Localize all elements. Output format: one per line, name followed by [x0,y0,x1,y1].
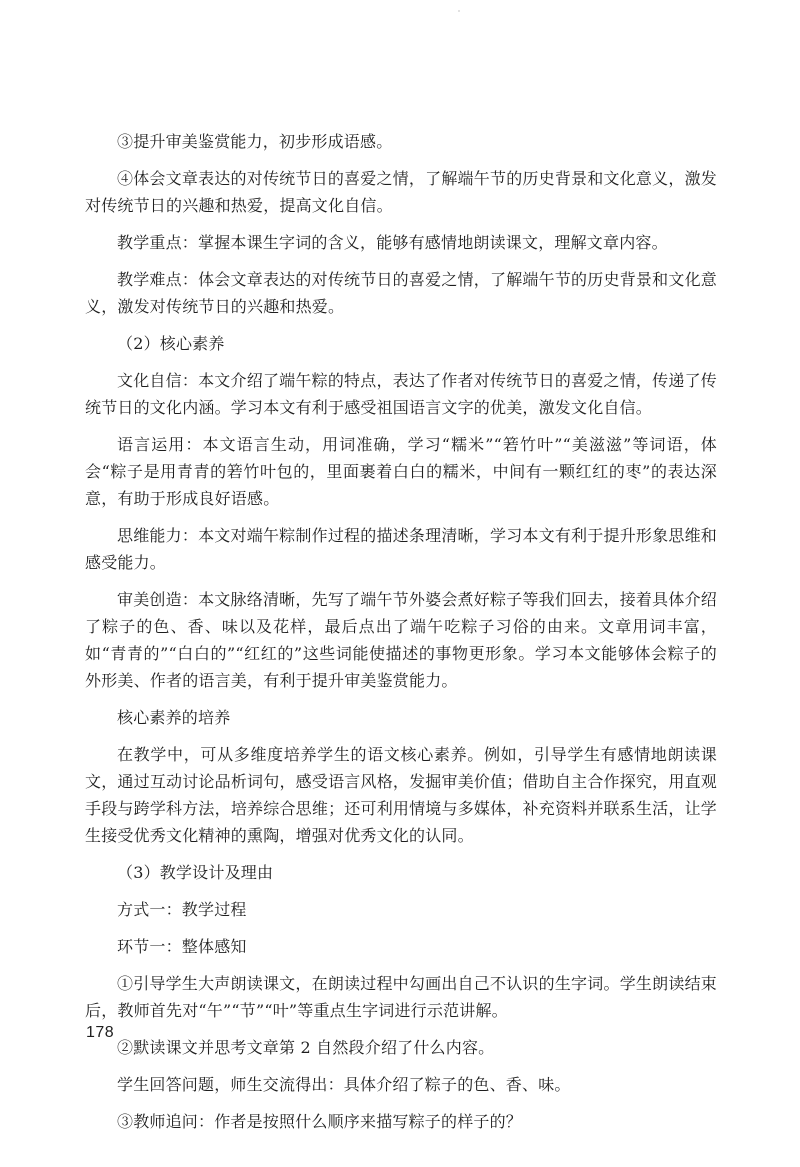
section-heading-teaching-design: （3）教学设计及理由 [117,863,274,882]
paragraph-step-silent-read: ②默读课文并思考文章第 2 自然段介绍了什么内容。 [117,1038,495,1057]
page-body [85,128,717,1135]
paragraph-student-answer: 学生回答问题，师生交流得出：具体介绍了粽子的色、香、味。 [117,1075,571,1094]
paragraph-teaching-focus: 教学重点：掌握本课生字词的含义，能够有感情地朗读课文，理解文章内容。 [117,233,668,252]
paragraph-step-read-aloud: ①引导学生大声朗读课文，在朗读过程中勾画出自己不认识的生字词。学生朗读结束后，教师首先对“午”“节”“叶”等重点生字词进行示范讲解。 [85,974,717,1020]
scan-speck [458,10,460,12]
page-number: 178 [86,1024,115,1041]
paragraph-cultivation-methods: 在教学中，可从多维度培养学生的语文核心素养。例如，引导学生有感情地朗读课文，通过互动讨论品析词句，感受语言风格，发掘审美价值；借助自主合作探究，用直观手段与跨学科方法，培养综合思维；还可利用情境与多媒体，补充资料并联系生活，让学生接受优秀文化精神的熏陶，增强对优秀文化的认同。 [85,745,717,845]
paragraph-thinking-ability: 思维能力：本文对端午粽制作过程的描述条理清晰，学习本文有利于提升形象思维和感受能力。 [85,526,717,572]
paragraph-culture-goal: ④体会文章表达的对传统节日的喜爱之情，了解端午节的历史背景和文化意义，激发对传统节日的兴趣和热爱，提高文化自信。 [85,169,717,215]
paragraph-language-use: 语言运用：本文语言生动，用词准确，学习“糯米”“箬竹叶”“美滋滋”等词语，体会“粽子是用青青的箬竹叶包的，里面裹着白白的糯米，中间有一颗红红的枣”的表达深意，有助于形成良好语感。 [85,435,717,508]
section-heading-core-literacy: （2）核心素养 [117,334,225,353]
paragraph-teacher-question: ③教师追问：作者是按照什么顺序来描写粽子的样子的？ [117,1112,523,1131]
subheading-method-one: 方式一：教学过程 [117,900,247,919]
paragraph-teaching-difficulty: 教学难点：体会文章表达的对传统节日的喜爱之情，了解端午节的历史背景和文化意义，激发对传统节日的兴趣和热爱。 [85,270,717,316]
paragraph-cultural-confidence: 文化自信：本文介绍了端午粽的特点，表达了作者对传统节日的喜爱之情，传递了传统节日的文化内涵。学习本文有利于感受祖国语言文字的优美，激发文化自信。 [85,371,717,417]
subheading-stage-one: 环节一：整体感知 [117,937,247,956]
paragraph-aesthetic-creation: 审美创造：本文脉络清晰，先写了端午节外婆会煮好粽子等我们回去，接着具体介绍了粽子的色、香、味以及花样，最后点出了端午吃粽子习俗的由来。文章用词丰富，如“青青的”“白白的”“红红的”这些词能使描述的事物更形象。学习本文能够体会粽子的外形美、作者的语言美，有利于提升审美鉴赏能力。 [85,590,717,690]
section-heading-literacy-cultivation: 核心素养的培养 [117,708,231,727]
paragraph-aesthetic-goal: ③提升审美鉴赏能力，初步形成语感。 [117,132,393,151]
